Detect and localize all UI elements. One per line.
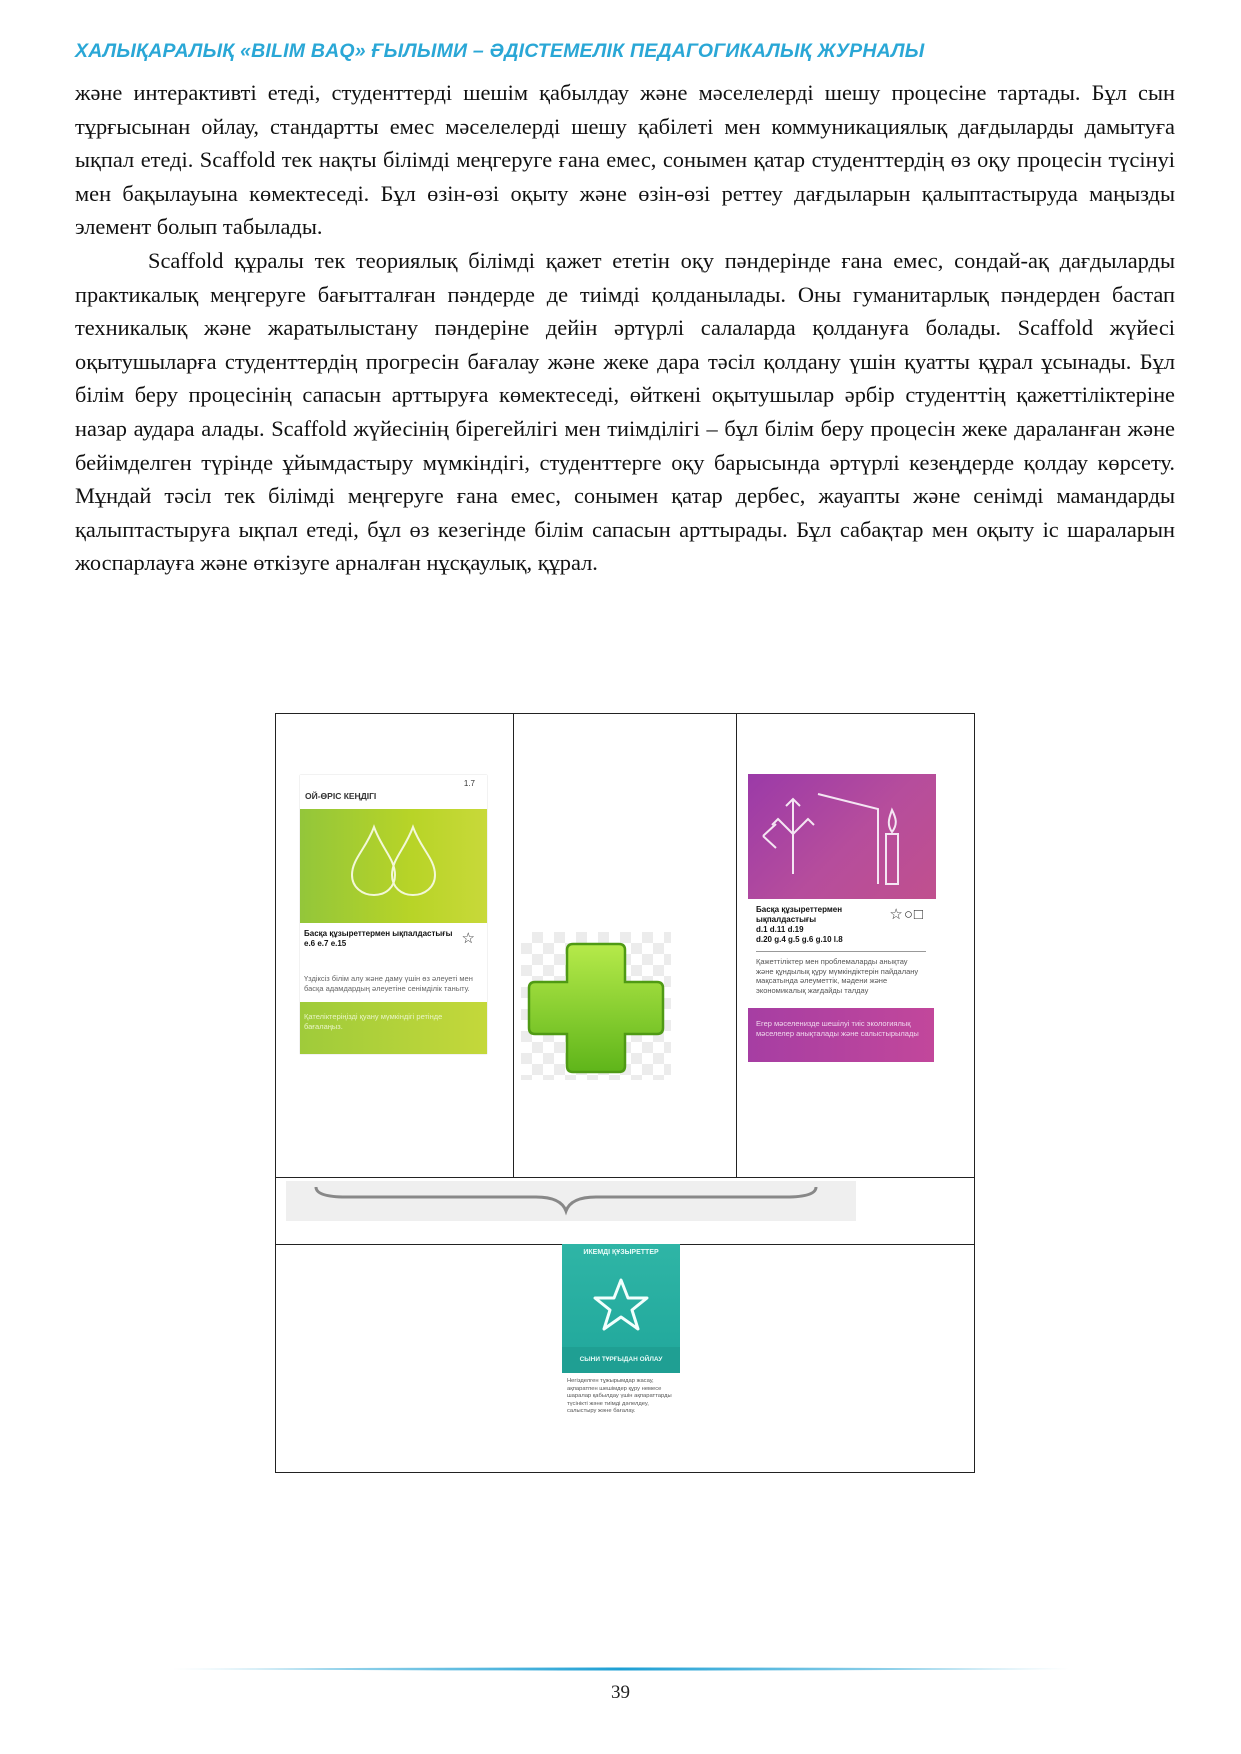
competency-card-purple: [748, 774, 936, 1062]
card-footer: [748, 1008, 934, 1062]
paragraph-2: Scaffold құралы тек теориялық білімді қажет ететін оқу пәндерінде ғана емес, сондай-ақ дағдыларды практикалық меңгеруге бағытталған пәндерде де тиімді қолданылады. Оны гуманитарлық пәндерден бастап техникалық және жаратылыстану пәндеріне дейін әртүрлі салаларда қолдануға болады. Scaffold жүйесі оқытушыларға студенттердің прогресін бағалау және жеке дара тәсіл қолдану үшін қуатты құрал ұсынады. Бұл білім беру процесінің сапасын арттыруға көмектеседі, өйткені оқытушылар әрбір студенттің қажеттіліктеріне назар аудара алады. Scaffold жүйесінің бірегейлігі мен тиімділігі – бұл білім беру процесін жеке дараланған және бейімделген түрінде ұйымдастыру мүмкіндігі, студенттерге оқу барысында әртүрлі кезеңдерде қолдау көрсету. Мұндай тәсіл тек білімді меңгеруге ғана емес, сонымен қатар дербес, жауапты және сенімді мамандарды қалыптастыруға ықпал етеді, бұл өз кезегінде білім сапасын арттырады. Бұл сабақтар мен оқыту іс шараларын жоспарлауға және өткізуге арналған нұсқаулық, құрал.: [75, 247, 1175, 576]
card-footer-text: Қателіктеріңізді қуану мүмкіндігі ретінде бағалаңыз.: [304, 1012, 443, 1031]
card-description: Негізделген тұжырымдар жасау, ақпаратпен шешімдер құру немесе шаралар қабылдау үшін ақпараттарды түсінікті және тиімді дәлелдеу, салыстыру және бағалау.: [567, 1378, 672, 1414]
card-number: 1.7: [463, 779, 475, 788]
card-heading: Басқа құзыреттермен ықпалдастығы: [756, 905, 843, 924]
brace-band: [286, 1181, 856, 1221]
card-artwork: [562, 1244, 680, 1373]
card-band: [562, 1347, 680, 1373]
star-icon: ☆: [461, 930, 475, 947]
card-codes-line2: d.20 g.4 g.5 g.6 g.10 l.8: [756, 935, 843, 944]
card-heading: Басқа құзыреттермен ықпалдастығы: [304, 929, 453, 938]
card-footer-text: Егер мәселенизде шешілуі тиіс экологиялық мәселелер анықталады және салыстырылады: [756, 1019, 919, 1038]
star-circle-square-icon: ☆○□: [889, 906, 924, 923]
curly-brace-icon: [286, 1181, 856, 1221]
journal-header: ХАЛЫҚАРАЛЫҚ «BILIM BAQ» ҒЫЛЫМИ – ӘДІСТЕМЕЛІК ПЕДАГОГИКАЛЫҚ ЖУРНАЛЫ: [75, 40, 925, 62]
scaffold-figure: [275, 713, 975, 1473]
droplets-icon: [300, 809, 487, 923]
plus-shape: [521, 932, 671, 1080]
card-footer: [300, 1002, 487, 1054]
figure-divider-right: [736, 714, 737, 1178]
plus-icon: [521, 932, 671, 1080]
card-title: ИКЕМДІ ҚҰЗЫРЕТТЕР: [583, 1249, 659, 1256]
page-number: 39: [611, 1682, 630, 1703]
card-artwork: [748, 774, 936, 899]
card-band-text: СЫНИ ТҰРҒЫДАН ОЙЛАУ: [579, 1356, 663, 1363]
card-codes-line1: d.1 d.11 d.19: [756, 925, 804, 934]
star-icon: [562, 1250, 680, 1350]
competency-card-green: [300, 775, 487, 1054]
figure-divider-left: [513, 714, 514, 1178]
card-codes: e.6 e.7 e.15: [304, 939, 347, 948]
footer-rule: [172, 1666, 1069, 1672]
competency-card-teal: [562, 1244, 680, 1422]
figure-divider-row1: [276, 1177, 974, 1178]
card-description: Қажеттіліктер мен проблемаларды анықтау және құндылық құру мүмкіндіктерін пайдалану мақсатында әлеуметтік, мәдени және экономикалық жағдайды талдау: [756, 957, 919, 995]
directions-candle-icon: [748, 774, 936, 899]
card-title: ОЙ-ӨРІС КЕҢДІГІ: [305, 791, 377, 801]
paragraph-1: және интерактивті етеді, студенттерді шешім қабылдау және мәселелерді шешу процесіне тартады. Бұл сын тұрғысынан ойлау, стандартты емес мәселелерді шешу қабілеті мен коммуникациялық дағдыларды дамытуға ықпал етеді. Scaffold тек нақты білімді меңгеруге ғана емес, сонымен қатар студенттердің өз оқу процесін түсінуі мен бақылауына көмектеседі. Бұл өзін-өзі оқыту және өзін-өзі реттеу дағдыларын қалыптастыруда маңызды элемент болып табылады.: [75, 80, 1175, 240]
card-description: Үздіксіз білім алу және даму үшін өз әлеуеті мен басқа адамдардың әлеуетіне сенімділік таныту.: [304, 974, 473, 993]
card-artwork: [300, 809, 487, 923]
card-rule: [756, 951, 926, 952]
article-body: [75, 76, 1175, 580]
